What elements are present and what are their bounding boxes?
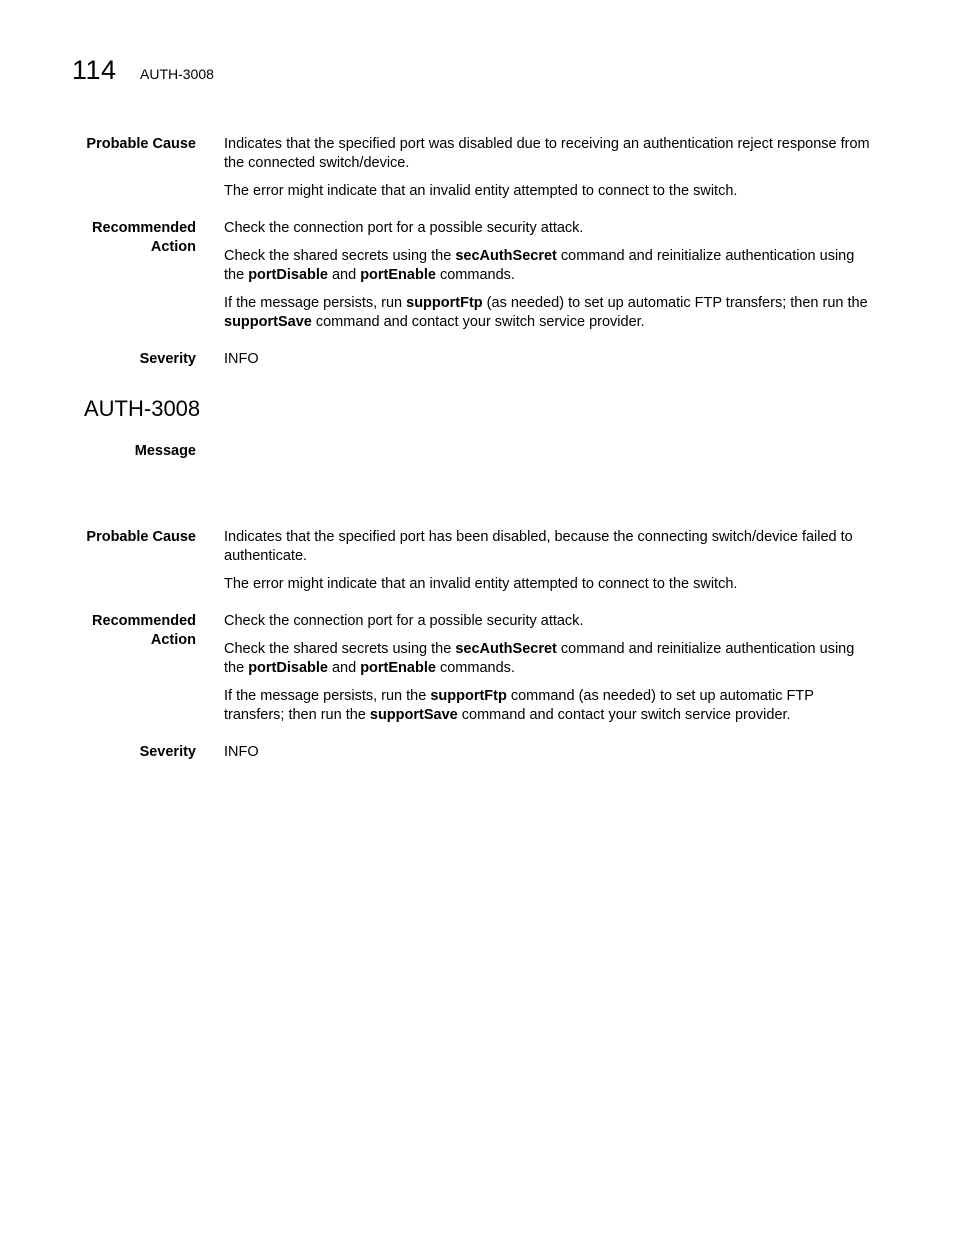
probable-cause-label: Probable Cause xyxy=(86,136,196,152)
command-portdisable: portDisable xyxy=(248,267,328,283)
text-segment: Check the shared secrets using the xyxy=(224,248,456,264)
probable-cause-text: Indicates that the specified port was disabled due to receiving an authentication reject response from the connected switch/device. xyxy=(224,136,870,171)
action-step-check-secrets xyxy=(224,640,874,678)
text-segment: command and contact your switch service provider. xyxy=(311,314,645,330)
command-secauthsecret: secAuthSecret xyxy=(455,248,557,264)
text-segment: commands. xyxy=(435,660,515,676)
action-step-support xyxy=(224,294,874,332)
text-segment: Check the shared secrets using the xyxy=(224,641,456,657)
text-segment: and xyxy=(327,267,361,283)
probable-cause-text: Indicates that the specified port has been disabled, because the connecting switch/device failed to authenticate. xyxy=(224,529,853,564)
recommended-action-label-line1: Recommended xyxy=(92,613,196,629)
text-segment: and xyxy=(327,660,361,676)
probable-cause-body xyxy=(224,135,874,210)
message-heading: AUTH-3008 xyxy=(84,396,201,421)
command-supportsave: supportSave xyxy=(369,707,458,723)
recommended-action-label xyxy=(46,219,196,257)
action-step-support xyxy=(224,687,874,725)
text-segment: command and contact your switch service provider. xyxy=(457,707,791,723)
command-portenable: portEnable xyxy=(360,267,436,283)
probable-cause-label: Probable Cause xyxy=(86,529,196,545)
severity-body xyxy=(224,350,874,378)
page-number: 114 xyxy=(72,55,117,85)
text-segment: commands. xyxy=(435,267,515,283)
severity-value: INFO xyxy=(224,744,259,760)
recommended-action-body xyxy=(224,612,874,734)
action-step-check-secrets xyxy=(224,247,874,285)
running-title: AUTH-3008 xyxy=(140,66,214,82)
text-segment: command and reinitialize authentication using the xyxy=(224,641,855,676)
text-segment: command (as needed) to set up automatic FTP transfers; then run the xyxy=(224,688,814,723)
command-supportftp: supportFtp xyxy=(430,688,507,704)
severity-label: Severity xyxy=(139,351,196,367)
recommended-action-body xyxy=(224,219,874,341)
probable-cause-note: The error might indicate that an invalid entity attempted to connect to the switch. xyxy=(224,576,738,592)
action-step-check-port: Check the connection port for a possible security attack. xyxy=(224,220,584,236)
command-portenable: portEnable xyxy=(360,660,436,676)
recommended-action-label xyxy=(46,612,196,650)
severity-body xyxy=(224,743,874,771)
probable-cause-body xyxy=(224,528,874,603)
command-supportsave: supportSave xyxy=(224,314,312,330)
recommended-action-label-line2: Action xyxy=(150,632,196,648)
severity-label: Severity xyxy=(139,744,196,760)
command-supportftp: supportFtp xyxy=(406,295,483,311)
action-step-check-port: Check the connection port for a possible security attack. xyxy=(224,613,584,629)
command-portdisable: portDisable xyxy=(248,660,328,676)
text-segment: (as needed) to set up automatic FTP transfers; then run the xyxy=(482,295,868,311)
severity-value: INFO xyxy=(224,351,259,367)
probable-cause-note: The error might indicate that an invalid entity attempted to connect to the switch. xyxy=(224,183,738,199)
recommended-action-label-line1: Recommended xyxy=(92,220,196,236)
message-label: Message xyxy=(134,443,196,459)
recommended-action-label-line2: Action xyxy=(150,239,196,255)
text-segment: command and reinitialize authentication using the xyxy=(224,248,855,283)
command-secauthsecret: secAuthSecret xyxy=(455,641,557,657)
text-segment: If the message persists, run xyxy=(224,295,407,311)
text-segment: If the message persists, run the xyxy=(224,688,431,704)
